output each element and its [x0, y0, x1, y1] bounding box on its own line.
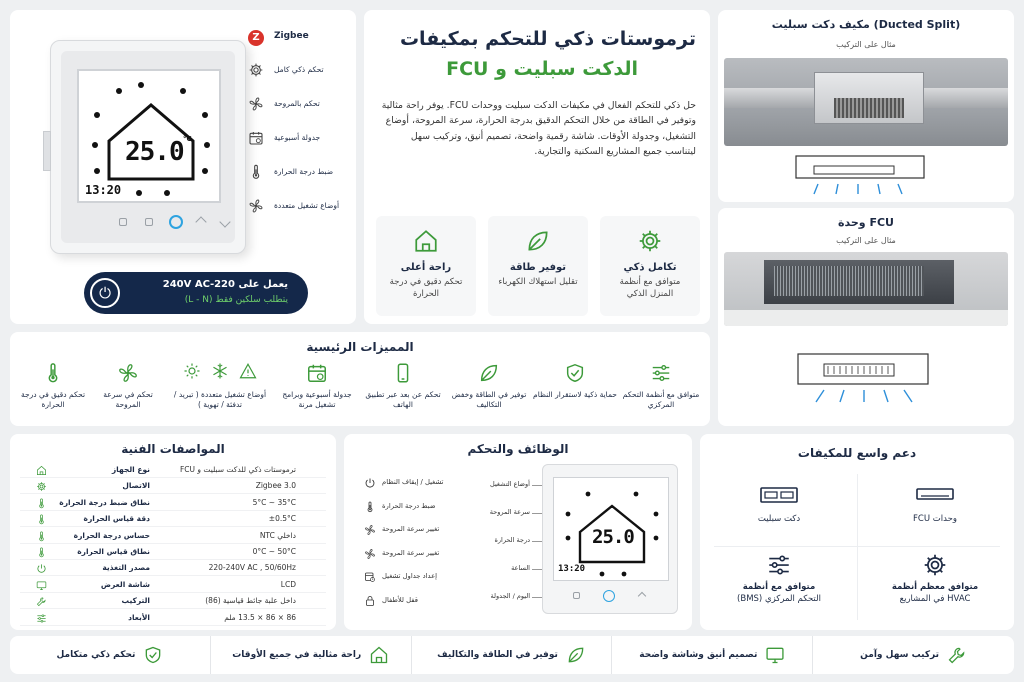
function-power-button[interactable] — [603, 590, 615, 602]
key-features-title: المميزات الرئيسية — [306, 340, 414, 354]
fan-icon — [364, 548, 376, 560]
support-item-title: متوافق مع أنظمة — [742, 582, 816, 592]
spec-table — [10, 462, 336, 628]
leaf-icon — [525, 228, 551, 254]
key-feature-label: تحكم دقيق في درجة الحرارة — [20, 390, 86, 410]
function-callout — [472, 480, 544, 494]
function-label: إعداد جداول تشغيل — [382, 572, 438, 580]
snowflake-icon — [211, 362, 229, 380]
bottom-benefit-item — [412, 636, 613, 674]
key-feature-label: تحكم عن بعد عبر تطبيق الهاتف — [365, 390, 441, 410]
spec-value: 86 × 86 × 13.5 ملم — [224, 612, 296, 622]
spec-row — [20, 528, 326, 544]
support-item-sub: HVAC في المشاريع — [899, 593, 971, 604]
key-feature-item — [618, 362, 704, 410]
example-fcu — [718, 208, 1014, 426]
fan-modes-icon — [248, 198, 264, 214]
gear-icon — [922, 552, 948, 578]
spec-icon — [36, 498, 47, 509]
hero-card-title: توفير طاقة — [509, 262, 567, 273]
leaf-icon — [478, 362, 500, 384]
key-feature-item — [532, 362, 618, 400]
spec-icon — [36, 514, 47, 525]
spec-key: الاتصال — [122, 481, 150, 491]
calendar-icon — [306, 362, 328, 384]
ducted-unit-icon — [749, 484, 809, 508]
support-panel — [700, 434, 1014, 630]
feature-modes — [246, 196, 352, 220]
hero-description: حل ذكي للتحكم الفعال في مكيفات الدكت سبليت ووحدات FCU. يوفر راحة مثالية وتوفير في الطاقة من خلال التحكم الدقيق بدرجة الحرارة، سرعة المروحة، أوضاع التشغيل، وجدولة الأوقات. شاشة رقمية واضحة، تصميم أنيق، وتركيب سهل ليتناسب جميع المشاريع السكنية والتجارية. — [381, 100, 696, 157]
shield-icon — [143, 645, 163, 665]
key-features-panel — [10, 332, 710, 426]
function-screen-clock: 13:20 — [558, 564, 586, 574]
spec-value: LCD — [280, 579, 296, 589]
spec-icon — [36, 580, 47, 591]
spec-row — [20, 462, 326, 478]
spec-row — [20, 610, 326, 626]
function-thermostat — [542, 464, 678, 614]
hero-card-energy — [488, 216, 588, 316]
feature-label: جدولة أسبوعية — [274, 133, 321, 142]
support-item-bms — [704, 552, 854, 606]
function-list — [360, 474, 470, 624]
functions-title: الوظائف والتحكم — [467, 442, 569, 456]
thermometer-icon — [364, 501, 376, 513]
function-button-right[interactable] — [638, 592, 646, 600]
monitor-icon — [765, 645, 785, 665]
spec-row — [20, 495, 326, 511]
gear-icon — [637, 228, 663, 254]
key-feature-label: أوضاع تشغيل متعددة ( تبريد / تدفئة / تهوية ) — [173, 390, 267, 410]
bottom-benefit-label: راحة مثالية في جميع الأوقات — [232, 650, 362, 660]
spec-icon — [36, 547, 47, 558]
function-item — [360, 498, 470, 518]
wrench-icon — [947, 645, 967, 665]
fcu-unit-icon — [905, 484, 965, 508]
feature-smart-control — [246, 60, 352, 84]
callout-label: سرعة المروحة — [489, 508, 530, 516]
feature-label: ضبط درجة الحرارة — [274, 167, 334, 176]
key-feature-item — [16, 362, 90, 410]
lock-icon — [364, 595, 376, 607]
ducted-diagram — [794, 150, 934, 200]
support-item-title: دكت سبليت — [757, 514, 801, 524]
function-label: تشغيل / إيقاف النظام — [382, 478, 444, 486]
support-item-title: وحدات FCU — [913, 514, 957, 524]
feature-fan-control — [246, 94, 352, 118]
bottom-benefit-label: توفير في الطاقة والتكاليف — [437, 650, 558, 660]
sun-icon — [183, 362, 201, 380]
spec-key: نطاق قياس الحرارة — [77, 547, 150, 556]
spec-row — [20, 511, 326, 527]
equalizer-icon — [766, 552, 792, 578]
spec-value: Zigbee 3.0 — [255, 481, 296, 491]
function-callout — [472, 564, 544, 578]
hero-title-line-2: الدكت سبليت و FCU — [446, 58, 638, 80]
power-line-2: يتطلب سلكين فقط (L - N) — [184, 295, 288, 305]
function-callout — [472, 536, 544, 550]
callout-label: أوضاع التشغيل — [490, 480, 530, 488]
shield-icon — [564, 362, 586, 384]
plug-icon: ⏻ — [90, 278, 120, 308]
bottom-benefit-label: تحكم ذكي متكامل — [56, 650, 136, 660]
power-icon — [364, 477, 376, 489]
spec-value: داخل علبة جائط قياسية (86) — [205, 596, 296, 606]
feature-label: أوضاع تشغيل متعددة — [274, 201, 340, 210]
thermometer-icon — [42, 362, 64, 384]
support-item-ducted — [704, 484, 854, 526]
function-screen-temp: 25.0 — [592, 526, 634, 548]
spec-icon — [36, 465, 47, 476]
hero-card-title: تكامل ذكي — [623, 262, 677, 273]
example-ducted — [718, 10, 1014, 202]
specs-panel — [10, 434, 336, 630]
functions-panel — [344, 434, 692, 630]
key-feature-label: توفير في الطاقة وخفض التكاليف — [451, 390, 527, 410]
key-feature-label: حماية ذكية لاستقرار النظام — [533, 390, 617, 399]
device-power-button[interactable] — [169, 215, 183, 229]
fan-icon — [364, 524, 376, 536]
fcu-photo — [724, 252, 1008, 326]
equalizer-icon — [650, 362, 672, 384]
device-clock: 13:20 — [85, 183, 122, 197]
fcu-diagram — [794, 348, 944, 418]
spec-row — [20, 560, 326, 576]
fan-icon — [117, 362, 139, 384]
ducted-photo — [724, 58, 1008, 146]
spec-value: 0°C ~ 50°C — [252, 547, 296, 556]
function-callouts — [472, 474, 544, 624]
spec-key: شاشة العرض — [100, 579, 150, 589]
zigbee-label: Zigbee — [274, 31, 309, 41]
feature-temperature — [246, 162, 352, 186]
spec-value: داخلي NTC — [259, 530, 296, 540]
bottom-benefit-label: تصميم أنيق وشاشة واضحة — [639, 650, 758, 660]
function-item — [360, 592, 470, 612]
example-title: مكيف دكت سبليت (Ducted Split) — [771, 18, 961, 31]
function-button-left[interactable] — [573, 592, 580, 599]
spec-row — [20, 478, 326, 494]
key-feature-item — [274, 362, 360, 410]
spec-key: دقة قياس الحرارة — [83, 514, 150, 524]
feature-label: تحكم ذكي كامل — [274, 65, 324, 74]
key-feature-label: جدولة أسبوعية وبرامج تشغيل مرنة — [282, 390, 352, 410]
spec-icon — [36, 531, 47, 542]
product-panel — [10, 10, 356, 324]
device-temperature-unit: °C — [183, 135, 192, 143]
leaf-icon — [566, 645, 586, 665]
spec-key: حساس درجة الحرارة — [73, 530, 150, 540]
hero-panel — [364, 10, 710, 324]
spec-row — [20, 593, 326, 609]
function-callout — [472, 508, 544, 522]
spec-value: 5°C ~ 35°C — [252, 497, 296, 507]
home-icon — [369, 645, 389, 665]
example-subtitle: مثال على التركيب — [836, 40, 896, 49]
key-feature-item — [166, 362, 274, 410]
thermostat-device — [50, 40, 246, 254]
callout-label: الساعة — [511, 564, 530, 572]
spec-row — [20, 577, 326, 593]
hero-card-integration — [600, 216, 700, 316]
callout-label: اليوم / الجدولة — [490, 592, 530, 600]
hero-card-text: تحكم دقيق في درجة الحرارة — [389, 277, 463, 299]
key-feature-item — [360, 362, 446, 410]
function-item — [360, 474, 470, 494]
power-badge — [84, 272, 308, 314]
spec-icon — [36, 613, 47, 624]
device-temperature: 25.0 — [125, 137, 184, 167]
bottom-benefits-row — [10, 636, 1014, 674]
spec-key: الأبعاد — [128, 612, 150, 622]
key-feature-label: تحكم في سرعة المروحة — [103, 390, 153, 410]
hero-card-text: متوافق مع أنظمة المنزل الذكي — [619, 277, 681, 299]
bottom-benefits-bar — [10, 636, 1014, 674]
support-item-title: متوافق معظم أنظمة — [891, 582, 979, 592]
phone-icon — [392, 362, 414, 384]
support-item-sub: التحكم المركزي (BMS) — [737, 593, 821, 604]
warning-icon — [239, 362, 257, 380]
example-subtitle: مثال على التركيب — [836, 236, 896, 245]
spec-icon — [36, 563, 47, 574]
spec-value: ترموستات ذكي للدكت سبليت و FCU — [179, 465, 296, 474]
function-label: تغيير سرعة المروحة — [382, 548, 440, 557]
key-feature-label: متوافق مع أنظمة التحكم المركزي — [622, 390, 700, 410]
feature-label: تحكم بالمروحة — [274, 99, 320, 108]
modes-icons — [166, 362, 274, 380]
support-item-hvac — [860, 552, 1010, 606]
device-button-1[interactable] — [119, 218, 127, 226]
key-features-row — [16, 362, 704, 422]
function-label: تغيير سرعة المروحة — [382, 525, 440, 533]
schedule-icon — [364, 571, 376, 583]
feature-weekly-schedule — [246, 128, 352, 152]
callout-label: درجة الحرارة — [494, 536, 530, 544]
hero-card-title: راحة أعلى — [400, 262, 452, 273]
function-label: قفل للأطفال — [382, 595, 418, 604]
bottom-benefit-item — [612, 636, 813, 674]
function-callout — [472, 592, 544, 606]
spec-key: نوع الجهاز — [111, 465, 150, 474]
spec-key: نطاق ضبط درجة الحرارة — [59, 497, 150, 507]
function-item — [360, 545, 470, 565]
hero-card-comfort — [376, 216, 476, 316]
thermometer-icon — [248, 164, 264, 180]
function-label: ضبط درجة الحرارة — [382, 501, 436, 510]
key-feature-item — [90, 362, 166, 410]
gear-icon — [248, 62, 264, 78]
bottom-benefit-item — [813, 636, 1014, 674]
function-item — [360, 521, 470, 541]
hero-card-text: تقليل استهلاك الكهرباء — [498, 277, 578, 287]
device-screen — [77, 69, 221, 203]
calendar-icon — [248, 130, 264, 146]
spec-icon — [36, 481, 47, 492]
spec-key: مصدر التغذية — [102, 563, 150, 573]
support-title: دعم واسع للمكيفات — [797, 446, 917, 460]
spec-value: 220-240V AC , 50/60Hz — [208, 563, 296, 573]
home-icon — [413, 228, 439, 254]
zigbee-item — [246, 28, 352, 52]
bottom-benefit-item — [10, 636, 211, 674]
fan-icon — [248, 96, 264, 112]
spec-row — [20, 544, 326, 560]
spec-value: ±0.5°C — [268, 514, 296, 524]
hero-title-line-1: ترموستات ذكي للتحكم بمكيفات — [399, 28, 696, 50]
support-item-fcu — [860, 484, 1010, 526]
specs-title: المواصفات الفنية — [121, 442, 225, 456]
power-line-1: يعمل على 220-240V AC — [162, 279, 288, 290]
function-item — [360, 568, 470, 588]
spec-key: التركيب — [121, 596, 150, 606]
zigbee-logo-icon: Z — [248, 30, 264, 46]
spec-icon — [36, 596, 47, 607]
bottom-benefit-item — [211, 636, 412, 674]
key-feature-item — [446, 362, 532, 410]
bottom-benefit-label: تركيب سهل وآمن — [860, 650, 940, 660]
example-title: وحدة FCU — [838, 216, 894, 229]
device-button-2[interactable] — [145, 218, 153, 226]
